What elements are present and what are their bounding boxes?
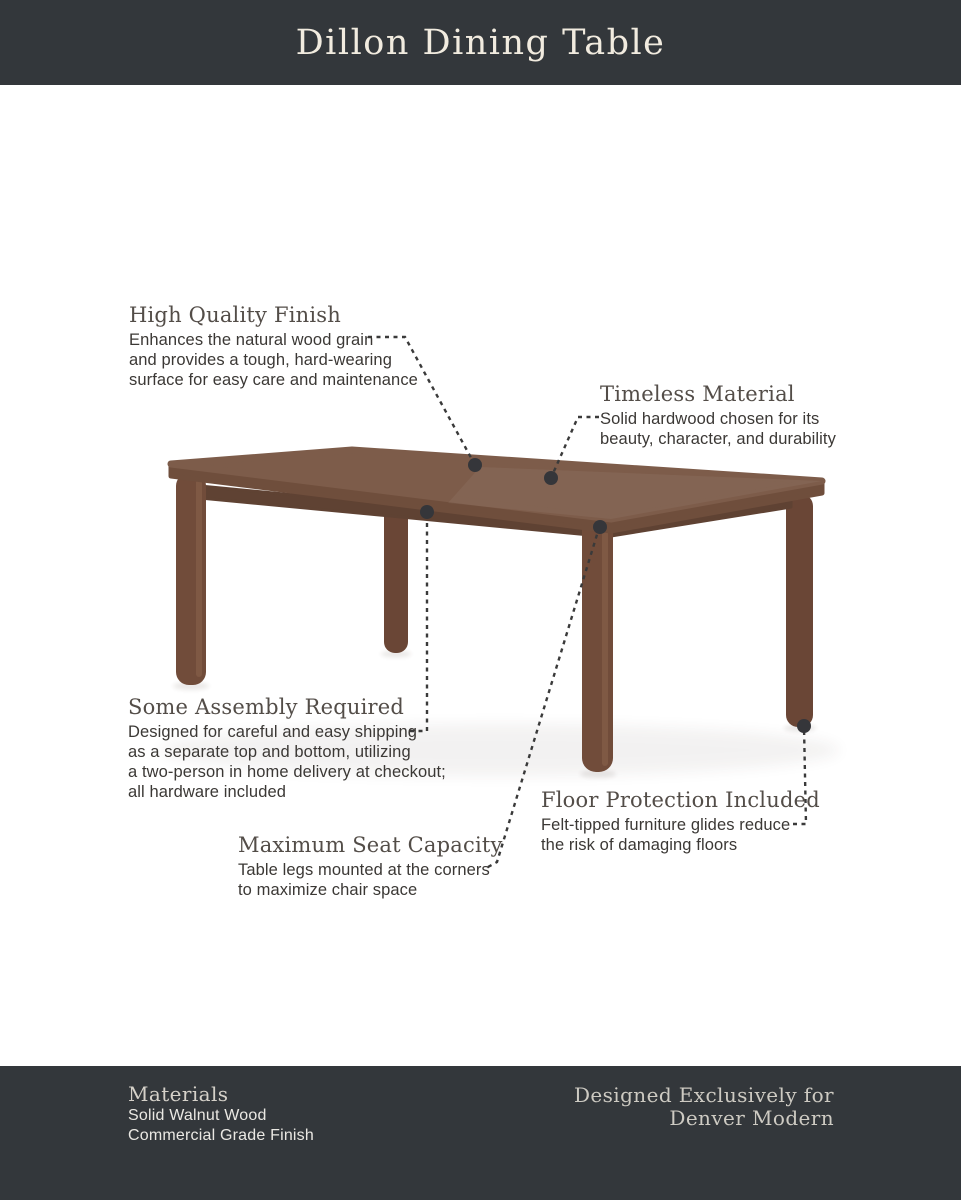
callout-title: Maximum Seat Capacity — [238, 833, 503, 857]
materials-title: Materials — [128, 1082, 229, 1106]
materials-line: Solid Walnut Wood — [128, 1107, 267, 1124]
callout-title: Floor Protection Included — [541, 788, 820, 812]
marker-dot-material — [544, 471, 558, 485]
callout-line: beauty, character, and durability — [600, 430, 836, 448]
callout-line: and provides a tough, hard-wearing — [129, 351, 392, 369]
callout-line: to maximize chair space — [238, 881, 418, 899]
callout-floor-protection-included — [541, 787, 820, 855]
callout-title: High Quality Finish — [129, 303, 341, 327]
marker-dot-floor-protection — [797, 719, 811, 733]
callout-line: Table legs mounted at the corners — [238, 861, 490, 879]
callout-line: Felt-tipped furniture glides reduce — [541, 816, 791, 834]
callout-line: as a separate top and bottom, utilizing — [128, 743, 411, 761]
page-title: Dillon Dining Table — [295, 22, 666, 63]
brand-line: Designed Exclusively for — [573, 1083, 834, 1107]
callout-line: all hardware included — [128, 783, 287, 801]
marker-dot-seat-capacity — [593, 520, 607, 534]
callout-title: Some Assembly Required — [128, 695, 405, 719]
callout-timeless-material — [600, 381, 836, 449]
callout-line: surface for easy care and maintenance — [129, 371, 418, 389]
callout-title: Timeless Material — [600, 382, 795, 406]
callout-line: a two-person in home delivery at checkout; — [128, 763, 446, 781]
leg-highlight — [196, 479, 202, 677]
callout-some-assembly-required — [128, 694, 446, 802]
callout-line: Enhances the natural wood grain — [129, 331, 374, 349]
table-leg-back-left — [384, 505, 408, 653]
brand-line: Denver Modern — [669, 1106, 834, 1130]
marker-dot-finish — [468, 458, 482, 472]
leg-highlight — [602, 522, 608, 766]
table-leg-back-right — [786, 494, 813, 727]
table-leg-front-right — [582, 516, 613, 772]
callout-line: Solid hardwood chosen for its — [600, 410, 820, 428]
callout-line: Designed for careful and easy shipping — [128, 723, 418, 741]
callout-line: the risk of damaging floors — [541, 836, 738, 854]
callout-high-quality-finish — [129, 302, 418, 390]
materials-line: Commercial Grade Finish — [128, 1127, 314, 1144]
marker-dot-assembly — [420, 505, 434, 519]
callout-maximum-seat-capacity — [238, 832, 503, 900]
